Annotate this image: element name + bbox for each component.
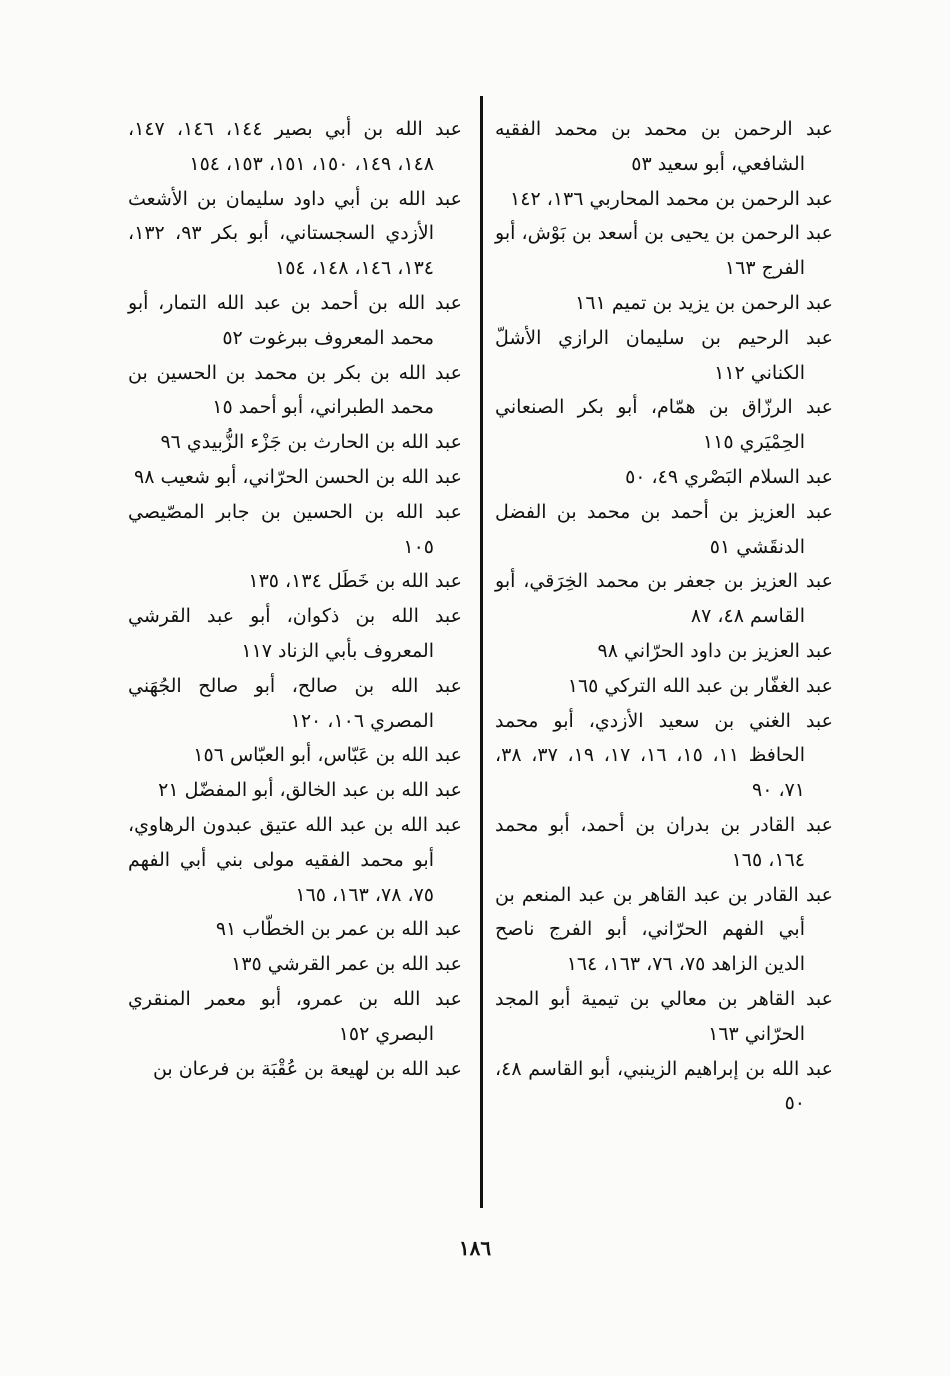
index-entry: عبد الله بن عَبّاس، أبو العبّاس ١٥٦ — [193, 744, 462, 767]
index-entry: عبد الرحمن بن يزيد بن تميم ١٦١ — [575, 291, 833, 314]
index-entry: عبد الله بن عبد الله عتيق عبدون الرهاوي، أبو محمد الفقيه مولى بني أبي الفهم ٧٥، ٧٨، ١٦٣، ١٦٥ — [128, 813, 462, 906]
index-entry: عبد الله بن الحارث بن جَزْء الزُّبيدي ٩٦ — [160, 431, 462, 454]
index-entry: عبد الله بن عبد الخالق، أبو المفضّل ٢١ — [158, 779, 462, 802]
index-entry: عبد الله بن ذكوان، أبو عبد القرشي المعروف بأبي الزناد ١١٧ — [128, 605, 462, 662]
index-entry: عبد الرحيم بن سليمان الرازي الأشلّ الكناني ١١٢ — [495, 326, 833, 384]
index-entry: عبد العزيز بن أحمد بن محمد بن الفضل الدنقَشي ٥١ — [495, 500, 833, 558]
index-entry: عبد الله بن خَطَل ١٣٤، ١٣٥ — [248, 570, 462, 593]
index-entry: عبد القادر بن بدران بن أحمد، أبو محمد ١٦٤، ١٦٥ — [495, 813, 833, 871]
index-entry: عبد العزيز بن داود الحرّاني ٩٨ — [597, 639, 833, 662]
index-entry: عبد القادر بن عبد القاهر بن عبد المنعم بن أبي الفهم الحرّاني، أبو الفرج ناصح الدين الزاهد ٧٥، ٧٦، ١٦٣، ١٦٤ — [495, 883, 833, 976]
index-entry: عبد الله بن أحمد بن عبد الله التمار، أبو محمد المعروف ببرغوت ٥٢ — [128, 291, 462, 349]
index-entry: عبد الله بن عمرو، أبو معمر المنقري البصري ١٥٢ — [128, 987, 462, 1045]
index-entry: عبد الله بن لهيعة بن عُقْبَة بن فرعان بن — [152, 1057, 462, 1080]
index-entry: عبد الله بن أبي بصير ١٤٤، ١٤٦، ١٤٧، ١٤٨، ١٤٩، ١٥٠، ١٥١، ١٥٣، ١٥٤ — [128, 118, 463, 175]
index-entry: عبد الله بن إبراهيم الزينبي، أبو القاسم ٤٨، ٥٠ — [495, 1057, 833, 1115]
index-entry: عبد الغني بن سعيد الأزدي، أبو محمد الحافظ ١١، ١٥، ١٦، ١٧، ١٩، ٣٧، ٣٨، ٧١، ٩٠ — [495, 709, 833, 802]
index-entry: عبد الرحمن بن يحيى بن أسعد بن بَوْش، أبو الفرج ١٦٣ — [495, 222, 833, 280]
index-entry: عبد الله بن بكر بن محمد بن الحسين بن محمد الطبراني، أبو أحمد ١٥ — [128, 361, 462, 419]
index-entry: عبد العزيز بن جعفر بن محمد الخِرَقي، أبو القاسم ٤٨، ٨٧ — [495, 570, 833, 628]
index-entry: عبد القاهر بن معالي بن تيمية أبو المجد الحرّاني ١٦٣ — [495, 987, 833, 1045]
index-entry: عبد الله بن صالح، أبو صالح الجُهَني المصري ١٠٦، ١٢٠ — [128, 674, 462, 732]
index-entry: عبد الله بن أبي داود سليمان بن الأشعث الأزدي السجستاني، أبو بكر ٩٣، ١٣٢، ١٣٤، ١٤٦، ١٤٨، ١٥٤ — [128, 187, 462, 280]
left-column — [128, 112, 462, 1086]
index-entry: عبد الله بن عمر القرشي ١٣٥ — [231, 953, 462, 976]
index-entry: عبد الله بن الحسن الحرّاني، أبو شعيب ٩٨ — [134, 465, 462, 488]
page-number: ١٨٦ — [458, 1236, 492, 1260]
index-entry: عبد الرحمن بن محمد المحاربي ١٣٦، ١٤٢ — [510, 187, 833, 210]
index-entry: عبد الرحمن بن محمد بن محمد الفقيه الشافعي، أبو سعيد ٥٣ — [495, 118, 833, 175]
index-entry: عبد الله بن عمر بن الخطّاب ٩١ — [215, 918, 462, 941]
column-divider — [480, 96, 483, 1208]
right-column — [495, 112, 833, 1121]
index-entry: عبد السلام البَصْري ٤٩، ٥٠ — [625, 465, 833, 488]
index-entry: عبد الله بن الحسين بن جابر المصّيصي ١٠٥ — [128, 500, 462, 558]
index-entry: عبد الرزّاق بن همّام، أبو بكر الصنعاني الحِمْيَري ١١٥ — [495, 396, 833, 454]
index-entry: عبد الغفّار بن عبد الله التركي ١٦٥ — [567, 674, 833, 697]
